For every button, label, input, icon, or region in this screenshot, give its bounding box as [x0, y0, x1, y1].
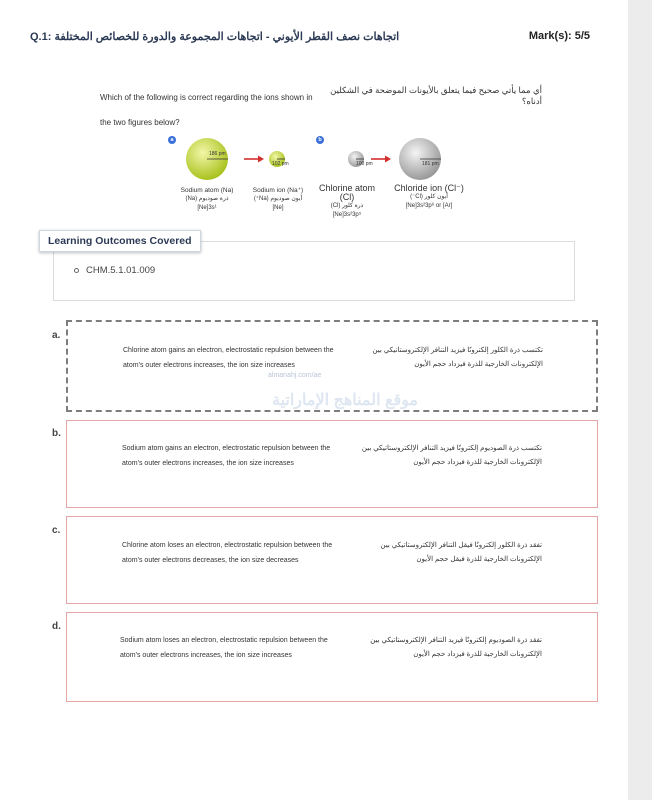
chlorine-atom-name: Chlorine atom (Cl) [318, 183, 376, 202]
chloride-ion-label [388, 184, 470, 211]
option-c-text-en: Chlorine atom loses an electron, electrostatic repulsion between the atom’s outer electrons decreases, the ion size decreases [122, 542, 333, 564]
mark-score: Mark(s): 5/5 [528, 30, 590, 42]
option-b-text-en: Sodium atom gains an electron, electrostatic repulsion between the atom’s outer electrons increases, the ion size increases [122, 445, 331, 467]
option-d-letter: d. [52, 621, 61, 632]
sodium-ion-name: Sodium ion (Na⁺) [252, 187, 304, 194]
option-c[interactable] [66, 516, 598, 604]
chloride-ion-radius: 181 pm [422, 161, 439, 167]
sodium-atom-name-ar: ذرة صوديوم (Na) [185, 196, 229, 202]
option-b-letter: b. [52, 428, 61, 439]
option-a-text-ar: تكتسب ذرة الكلور إلكترونًا فيزيد التنافر الإلكتروستاتيكي بين الإلكترونات الخارجية للذرة فيزداد حجم الأيون [372, 347, 543, 368]
watermark-text: موقع المناهج الإماراتية [272, 392, 418, 409]
arrow-b-head [385, 156, 391, 163]
option-d[interactable] [66, 612, 598, 702]
circle-bullet-icon [74, 268, 79, 273]
question-title: Q.1: اتجاهات نصف القطر الأيوني - اتجاهات المجموعة والدورة للخصائص المختلفة [30, 31, 400, 43]
figure-badge-b: b [316, 136, 324, 144]
chlorine-atom-config: [Ne]3s²3p⁵ [332, 212, 362, 218]
sodium-ion-name-ar: أيون صوديوم (Na⁺) [253, 196, 303, 202]
learning-outcome-item [74, 265, 155, 276]
option-c-letter: c. [52, 525, 61, 536]
arrow-a-head [258, 156, 264, 163]
chlorine-atom-radius: 100 pm [356, 161, 373, 167]
right-sidebar [628, 0, 652, 800]
option-b[interactable] [66, 420, 598, 508]
question-text-ar: أي مما يأتي صحيح فيما يتعلق بالأيونات الموضحة في الشكلين أدناه؟ [330, 85, 542, 106]
option-b-text-ar: تكتسب ذرة الصوديوم إلكترونًا فيزيد التنافر الإلكتروستاتيكي بين الإلكترونات الخارجية للذرة فيزداد حجم الأيون [361, 445, 542, 466]
sodium-ion-label [243, 186, 313, 213]
sodium-ion-radius: 102 pm [272, 161, 289, 167]
chloride-ion-name-ar: أيون كلور (Cl⁻) [410, 194, 448, 200]
chlorine-atom-name-ar: ذرة كلور (Cl) [330, 203, 364, 209]
option-d-text-en: Sodium atom loses an electron, electrostatic repulsion between the atom’s outer electrons increases, the ion size increases [120, 637, 328, 659]
ion-size-figure [160, 135, 480, 220]
learning-outcome-code: CHM.5.1.01.009 [86, 265, 156, 276]
option-a-letter: a. [52, 330, 61, 341]
watermark-url: almanahj.com/ae [268, 372, 322, 379]
option-c-text-ar: تفقد ذرة الكلور إلكترونًا فيقل التنافر الإلكتروستاتيكي بين الإلكترونات الخارجية للذرة فيقل حجم الأيون [380, 542, 542, 563]
sodium-atom-radius: 186 pm [209, 151, 226, 157]
chloride-ion-config: [Ne]3s²3p⁶ or [Ar] [405, 203, 453, 209]
option-a-text-en: Chlorine atom gains an electron, electrostatic repulsion between the atom’s outer electrons increases, the ion size increases [123, 347, 334, 369]
question-text-en: Which of the following is correct regarding the ions shown in the two figures below? [100, 93, 313, 127]
sodium-ion-config: [Ne] [272, 205, 284, 211]
sodium-atom-name: Sodium atom (Na) [180, 187, 234, 194]
chlorine-atom-label [312, 184, 382, 220]
question-header [30, 30, 590, 46]
figure-badge-a: a [168, 136, 176, 144]
sodium-atom-config: [Ne]3s¹ [197, 205, 217, 211]
chloride-ion-name: Chloride ion (Cl⁻) [394, 183, 464, 193]
option-d-text-ar: تفقد ذرة الصوديوم إلكترونًا فيزيد التنافر الإلكتروستاتيكي بين الإلكترونات الخارجية للذرة فيزداد حجم الأيون [370, 637, 542, 658]
learning-outcomes-title: Learning Outcomes Covered [39, 230, 201, 252]
sodium-atom-label [172, 186, 242, 213]
